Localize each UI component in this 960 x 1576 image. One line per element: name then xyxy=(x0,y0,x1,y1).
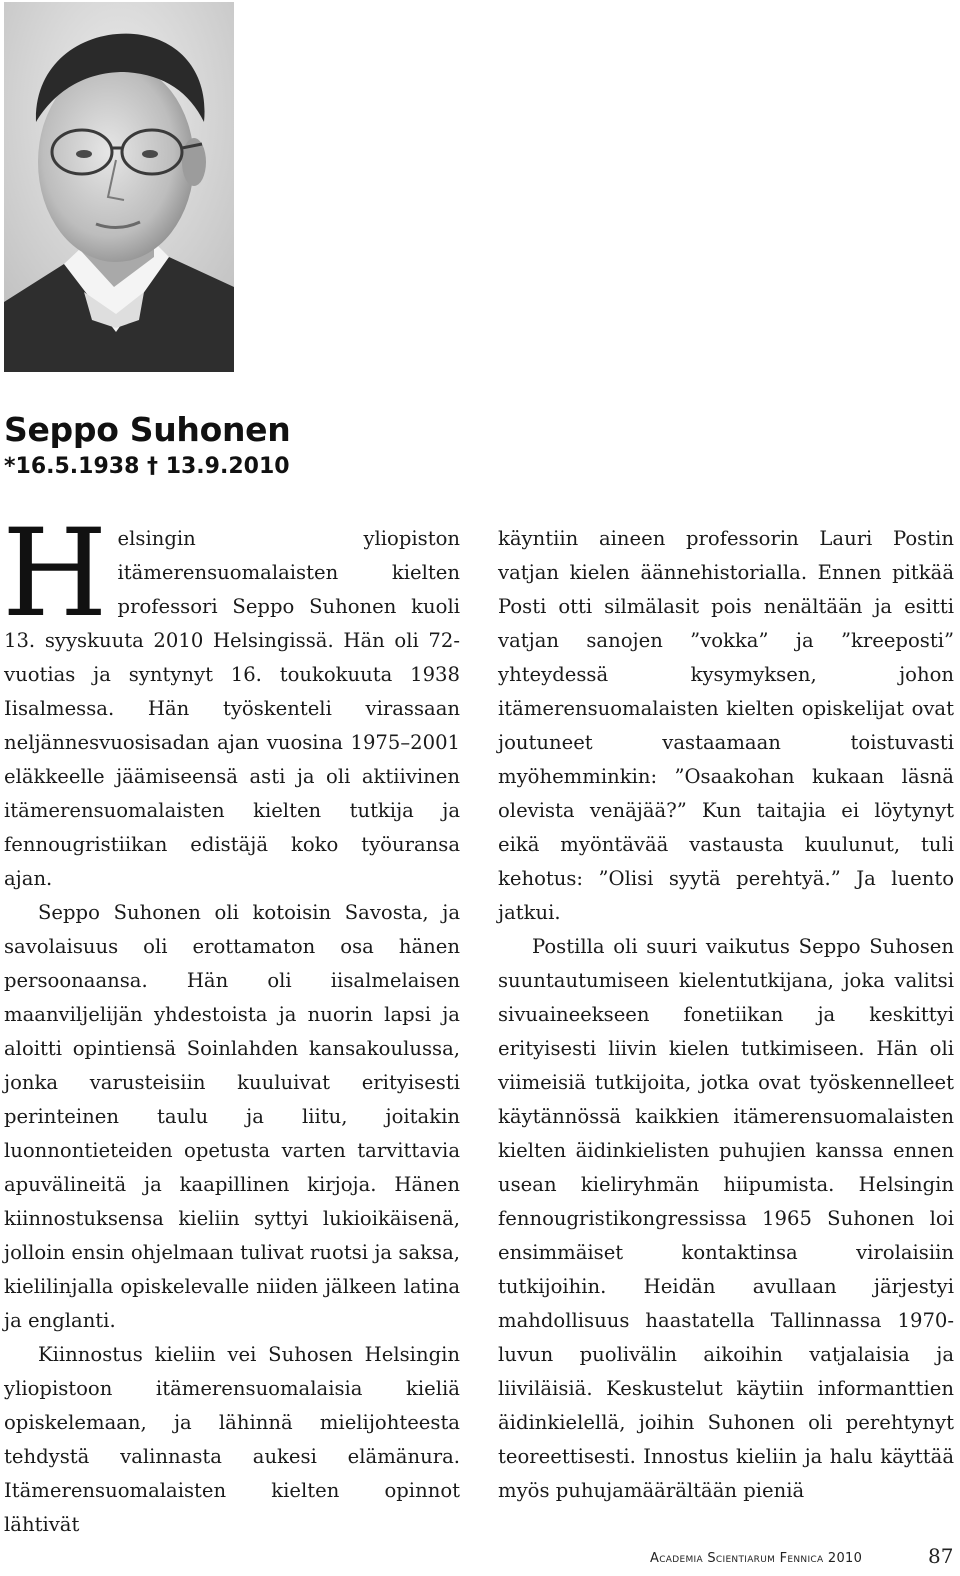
paragraph-4: käyntiin aineen professorin Lauri Postin vatjan kielen äännehistorialla. Ennen pitkää Posti otti silmälasit pois nenältään ja esitti vatjan sanojen ”vokka” ja ”kreeposti” yhteydessä kysymyksen, johon itämerensuomalaisten kielten opiskelijat ovat joutuneet vastaamaan toistuvasti myöhemminkin: ”Osaakohan kukaan läsnä olevista venäjää?” Kun taitajia ei löytynyt eikä myöntävää vastausta kuulunut, tuli kehotus: ”Olisi syytä perehtyä.” Ja luento jatkui. xyxy=(498,527,954,924)
left-column xyxy=(2,503,460,1542)
paragraph-1-text: elsingin yliopiston itämerensuomalaisten kielten professori Seppo Suhonen kuoli 13. syyskuuta 2010 Helsingissä. Hän oli 72-vuotias ja syntynyt 16. toukokuuta 1938 Iisalmessa. Hän työskenteli virassaan neljännesvuosisadan ajan vuosina 1975–2001 eläkkeelle jäämiseensä asti ja oli aktiivinen itämerensuomalaisten kielten tutkija ja fennougristiikan edistäjä koko työuransa ajan. xyxy=(4,527,460,890)
right-column xyxy=(498,522,954,1508)
life-dates: *16.5.1938 † 13.9.2010 xyxy=(4,454,290,479)
paragraph-2: Seppo Suhonen oli kotoisin Savosta, ja savolaisuus oli erottamaton osa hänen persoonaansa. Hän oli iisalmelaisen maanviljelijän yhdestoista ja nuorin lapsi ja aloitti opintiensä Soinlahden kansakoulussa, jonka varusteisiin kuuluivat erityisesti perinteinen taulu ja liitu, joitakin luonnontieteiden opetusta varten tarvittavia apuvälineitä ja kaapillinen kirjoja. Hänen kiinnostuksensa kieliin syttyi lukioikäisenä, jolloin ensin ohjelmaan tulivat ruotsi ja saksa, kielilinjalla opiskelevalle niiden jälkeen latina ja englanti. xyxy=(4,901,460,1332)
paragraph-3: Kiinnostus kieliin vei Suhosen Helsingin yliopistoon itämerensuomalaisia kieliä opiskelemaan, ja lähinnä mielijohteesta tehdystä valinnasta aukesi elämänura. Itämerensuomalaisten kielten opinnot lähtivät xyxy=(4,1343,460,1536)
page-number: 87 xyxy=(928,1544,954,1568)
paragraph-5: Postilla oli suuri vaikutus Seppo Suhosen suuntautumiseen kielentutkijana, joka valitsi sivuaineekseen fonetiikan ja keskittyi erityisesti liivin kielen tutkimiseen. Hän oli viimeisiä tutkijoita, jotka ovat työskennelleet käytännössä kaikkien itämerensuomalaisten kielten äidinkielisten puhujien kanssa ennen usean kieliryhmän hiipumista. Helsingin fennougristikongressissa 1965 Suhonen loi ensimmäiset kontaktinsa virolaisiin tutkijoihin. Heidän avullaan järjestyi mahdollisuus haastatella Tallinnassa 1970-luvun puolivälin aikoihin vatjalaisia ja liiviläisiä. Keskustelut käytiin informanttien äidinkielellä, joihin Suhonen oli perehtynyt teoreettisesti. Innostus kieliin ja halu käyttää myös puhujamäärältään pieniä xyxy=(498,935,954,1502)
portrait-photo xyxy=(4,2,234,372)
paragraph-1 xyxy=(2,503,460,896)
obituary-title: Seppo Suhonen xyxy=(4,410,291,449)
drop-cap: H xyxy=(2,503,108,644)
footer-publication: Academia Scientiarum Fennica 2010 xyxy=(650,1551,863,1566)
